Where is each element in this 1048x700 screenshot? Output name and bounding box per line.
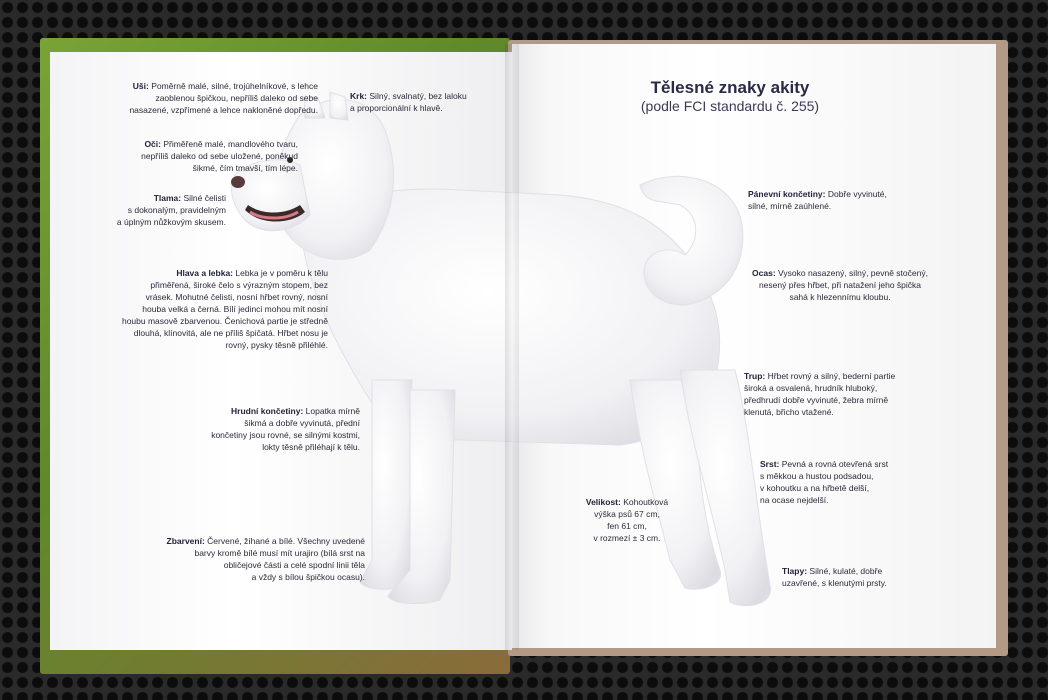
label-panevni: Pánevní končetiny: Dobře vyvinuté, silné, mírně zaúhlené.	[748, 189, 887, 211]
label-srst: Srst: Pevná a rovná otevřená srst s měkkou a hustou podsadou, v kohoutku a na hřbetě delší, na ocase nejdelší.	[760, 459, 889, 505]
nose-icon	[231, 176, 245, 188]
page-subtitle: (podle FCI standardu č. 255)	[640, 98, 820, 114]
page-title: Tělesné znaky akity	[650, 78, 810, 97]
label-hlava: Hlava a lebka: Lebka je v poměru k tělu přiměřená, široké čelo s výrazným stopem, bez vrásek. Mohutné čelisti, nosní hřbet rovný, nosní houba velká a černá. Bílí jedinci mohou mít nosní houbu masově zbarvenou. Čenichová partie je středně dlouhá, klínovitá, ale ne příliš špičatá. Hřbet nosu je rovný, pysky těsně přiléhlé.	[121, 268, 328, 350]
label-velikost: Velikost: Kohoutková výška psů 67 cm, fen 61 cm, v rozmezí ± 3 cm.	[585, 497, 669, 543]
label-tlama: Tlama: Silné čelisti s dokonalým, pravidelným a úplným nůžkovým skusem.	[116, 193, 226, 227]
label-oci: Oči: Přiměřeně malé, mandlového tvaru, nepříliš daleko od sebe uložené, poněkud šikmé, čím tmavší, tím lépe.	[141, 139, 298, 173]
label-hrudni: Hrudní končetiny: Lopatka mírně šikmá a dobře vyvinutá, přední končetiny jsou rovné, se silnými kostmi, lokty těsně přiléhají k tělu.	[211, 406, 360, 452]
label-ocas: Ocas: Vysoko nasazený, silný, pevně stočený, nesený přes hřbet, při natažení jeho špička sahá k hlezennímu kloubu.	[752, 268, 928, 302]
label-usi: Uši: Poměrně malé, silné, trojúhelníkové, s lehce zaoblenou špičkou, nepříliš daleko od sebe nasazené, vzpřímené a lehce nakloněné dopředu.	[129, 81, 318, 115]
label-trup: Trup: Hřbet rovný a silný, bederní partie široká a osvalená, hrudník hluboký, předhrudí dobře vyvinuté, žebra mírně klenutá, břicho vtažené.	[744, 371, 896, 417]
label-zbarveni: Zbarvení: Červené, žíhané a bílé. Všechny uvedené barvy kromě bílé musí mít urajiro (bílá srst na obličejové části a celé spodní linii těla a vždy s bílou špičkou ocasu).	[166, 536, 365, 582]
label-krk: Krk: Silný, svalnatý, bez laloku a proporcionální k hlavě.	[350, 91, 467, 113]
book-gutter	[505, 44, 519, 650]
label-tlapy: Tlapy: Silné, kulaté, dobře uzavřené, s klenutými prsty.	[782, 566, 887, 588]
